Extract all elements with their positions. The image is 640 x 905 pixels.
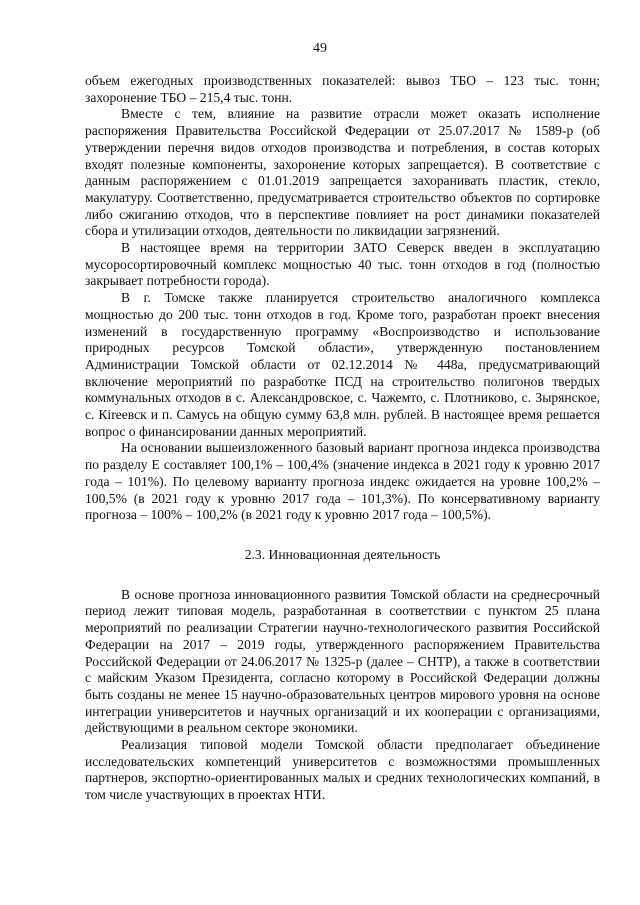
paragraph-model-implementation: Реализация типовой модели Томской области предполагает объединение исследовательских компетенций университетов с возможностями промышленных партнеров, экспортно-ориентированных малых и средних технологических компаний, в том числе участвующих в проектах НТИ. xyxy=(85,737,600,803)
paragraph-innovation-model: В основе прогноза инновационного развития Томской области на среднесрочный период лежит типовая модель, разработанная в соответствии с пунктом 25 плана мероприятий по реализации Стратегии научно-технологического развития Российской Федерации на 2017 – 2019 годы, утвержденного распоряжением Правительства Российской Федерации от 24.06.2017 № 1325-р (далее – СНТР), а также в соответствии с майским Указом Президента, согласно которому в Российской Федерации должны быть созданы не менее 15 научно-образовательных центров мирового уровня на основе интеграции университетов и научных организаций и их кооперации с организациями, действующими в реальном секторе экономики. xyxy=(85,586,600,736)
paragraph-government-order: Вместе с тем, влияние на развитие отрасли может оказать исполнение распоряжения Правительства Российской Федерации от 25.07.2017 № 1589-р (об утверждении перечня видов отходов производства и потребления, в состав которых входят полезные компоненты, захоронение которых запрещается). В соответствие с данным распоряжением с 01.01.2019 запрещается захоранивать пластик, стекло, макулатуру. Соответственно, предусматривается строительство объектов по сортировке либо сжиганию отходов, что в перспективе повлияет на рост динамики показателей сбора и утилизации отходов, деятельности по ликвидации загрязнений. xyxy=(85,106,600,239)
paragraph-production-forecast: На основании вышеизложенного базовый вариант прогноза индекса производства по разделу Е составляет 100,1% – 100,4% (значение индекса в 2021 году к уровню 2017 года – 101%). По целевому варианту прогноза индекс ожидается на уровне 100,2% – 100,5% (в 2021 году к уровню 2017 года – 101,3%). По консервативному варианту прогноза – 100% – 100,2% (в 2021 году к уровню 2017 года – 100,5%). xyxy=(85,440,600,523)
section-heading: 2.3. Инновационная деятельность xyxy=(244,546,441,562)
document-body xyxy=(85,73,600,804)
paragraph-waste-volumes: объем ежегодных производственных показателей: вывоз ТБО – 123 тыс. тонн; захоронение ТБО – 215,4 тыс. тонн. xyxy=(85,73,600,105)
paragraph-seversk-complex: В настоящее время на территории ЗАТО Северск введен в эксплуатацию мусоросортировочный комплекс мощностью 40 тыс. тонн отходов в год (полностью закрывает потребности города). xyxy=(85,240,600,289)
paragraph-tomsk-plans: В г. Томске также планируется строительство аналогичного комплекса мощностью до 200 тыс. тонн отходов в год. Кроме того, разработан проект внесения изменений в государственную программу «Воспроизводство и использование природных ресурсов Томской области», утвержденную постановлением Администрации Томской области от 02.12.2014 № 448а, предусматривающий включение мероприятий по разработке ПСД на строительство полигонов твердых коммунальных отходов в с. Александровское, с. Чажемто, с. Плотниково, с. Зырянское, с. Кireевск и п. Самусь на общую сумму 63,8 млн. рублей. В настоящее время решается вопрос о финансировании данных мероприятий. xyxy=(85,290,600,439)
page-number: 49 xyxy=(313,41,327,56)
